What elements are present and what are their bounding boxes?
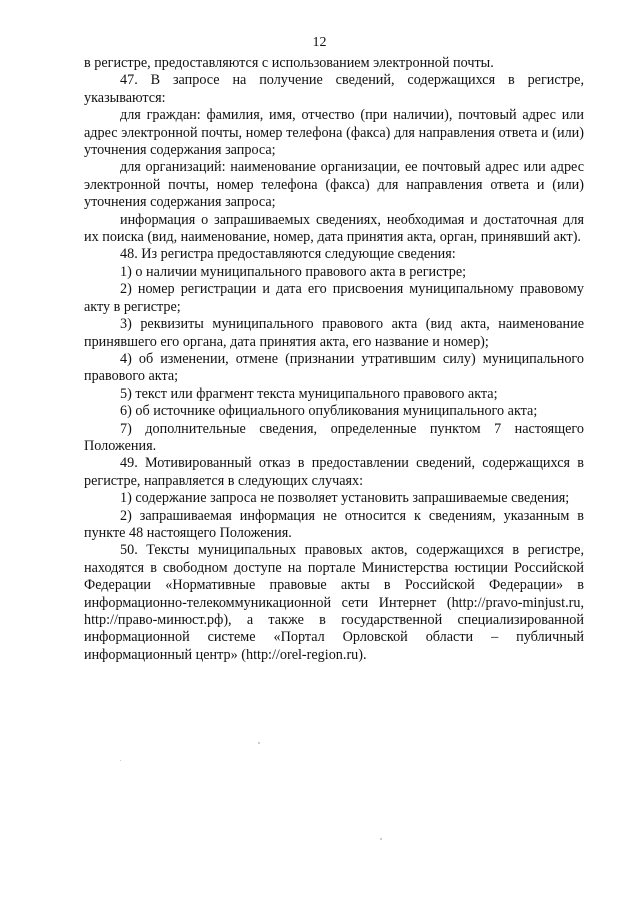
paragraph-49-heading: 49. Мотивированный отказ в предоставлении сведений, содержащихся в регистре, направляется в следующих случаях: xyxy=(84,455,584,489)
paragraph-48-item-4: 4) об изменении, отмене (признании утратившим силу) муниципального правового акта; xyxy=(84,350,584,385)
document-body xyxy=(84,55,584,664)
paragraph-47-heading: 47. В запросе на получение сведений, содержащихся в регистре, указываются: xyxy=(84,72,584,106)
paragraph-49-item-1: 1) содержание запроса не позволяет установить запрашиваемые сведения; xyxy=(120,490,570,507)
paragraph-continuation: в регистре, предоставляются с использованием электронной почты. xyxy=(84,55,494,71)
paragraph-48-item-6: 6) об источнике официального опубликования муниципального акта; xyxy=(120,403,538,420)
paragraph-50: 50. Тексты муниципальных правовых актов, содержащихся в регистре, находятся в свободном доступе на портале Министерства юстиции Российской Федерации «Нормативные правовые акты в Российской Федерации» в информационно-телекоммуникационной сети Интернет (http://pravo-minjust.ru, http://право-минюст.рф), а также в государственной специализированной информационной системе «Портал Орловской области – публичный информационный центр» (http://orel-region.ru). xyxy=(84,542,584,663)
paragraph-47-organizations: для организаций: наименование организации, ее почтовый адрес или адрес электронной почты, номер телефона (факса) для направления ответа и (или) уточнения содержания запроса; xyxy=(84,159,584,211)
paragraph-48-item-7: 7) дополнительные сведения, определенные пунктом 7 настоящего Положения. xyxy=(84,420,584,454)
scan-speck xyxy=(120,760,121,761)
paragraph-48-item-3: 3) реквизиты муниципального правового акта (вид акта, наименование принявшего его органа, дата принятия акта, его название и номер); xyxy=(84,316,584,350)
paragraph-48-item-2: 2) номер регистрации и дата его присвоения муниципальному правовому акту в регистре; xyxy=(84,281,584,315)
scan-speck xyxy=(380,838,382,840)
paragraph-47-information: информация о запрашиваемых сведениях, необходимая и достаточная для их поиска (вид, наименование, номер, дата принятия акта, орган, принявший акт). xyxy=(84,211,584,246)
paragraph-48-item-5: 5) текст или фрагмент текста муниципального правового акта; xyxy=(120,385,498,402)
page-number: 12 xyxy=(312,35,327,50)
paragraph-48-heading: 48. Из регистра предоставляются следующие сведения: xyxy=(120,246,456,263)
paragraph-48-item-1: 1) о наличии муниципального правового акта в регистре; xyxy=(120,263,467,280)
paragraph-49-item-2: 2) запрашиваемая информация не относится к сведениям, указанным в пункте 48 настоящего Положения. xyxy=(84,507,584,541)
scan-speck xyxy=(258,742,260,744)
paragraph-47-citizens: для граждан: фамилия, имя, отчество (при наличии), почтовый адрес или адрес электронной почты, номер телефона (факса) для направления ответа и (или) уточнения содержания запроса; xyxy=(84,107,584,159)
